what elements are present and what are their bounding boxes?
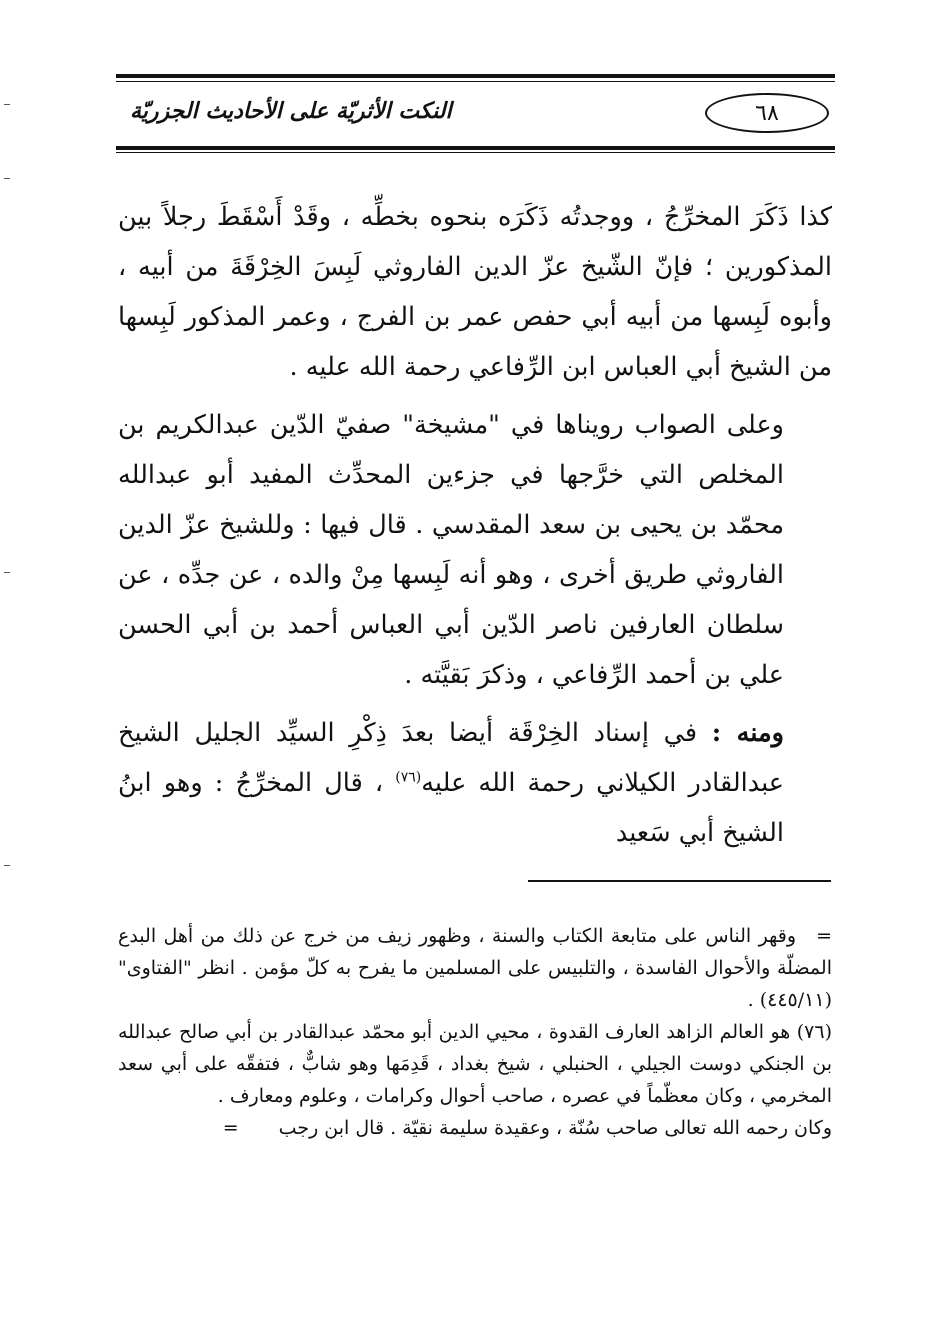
running-title: النكت الأثريّة على الأحاديث الجزريّة [130, 98, 452, 124]
paragraph-3-text-b: ، قال المخرِّجُ : وهو ابنُ الشيخ أبي سَعيد [118, 768, 784, 848]
paragraph-2: وعلى الصواب رويناها في "مشيخة" صفيّ الدّين عبدالكريم بن المخلص التي خرَّجها في جزءين المحدِّث المفيد أبو عبدالله محمّد بن يحيى بن سعد المقدسي . قال فيها : وللشيخ عزّ الدين الفاروثي طريق أخرى ، وهو أنه لَبِسها مِنْ والده ، عن جدِّه ، عن سلطان العارفين ناصر الدّين أبي العباس أحمد بن أبي الحسن علي بن أحمد الرِّفاعي ، وذكرَ بَقيَّته . [118, 410, 784, 690]
footnote-ref-76[interactable]: (٧٦) [395, 769, 422, 786]
footnote-continuation [118, 920, 832, 1016]
margin-mark [4, 104, 10, 105]
footnote-76-text: هو العالم الزاهد العارف القدوة ، محيي الدين أبو محمّد عبدالقادر بن أبي صالح عبدالله بن الجنكي دوست الجيلي ، الحنبلي ، شيخ بغداد ، قَدِمَها وهو شابٌّ ، فتفقّه على أبي سعد المخرمي ، وكان معظّماً في عصره ، صاحب أحوال وكرامات ، وعلوم ومعارف . [118, 1021, 832, 1107]
continues-mark: = [222, 1117, 239, 1139]
footnote-76 [118, 1016, 832, 1112]
header-bottom-thin-rule [116, 152, 835, 153]
footnote-76-continued [118, 1112, 832, 1144]
header-bottom-rule [116, 146, 835, 150]
continuation-mark: = [816, 925, 832, 947]
page-header [116, 74, 835, 156]
page-number: ٦٨ [705, 93, 829, 133]
margin-mark [4, 178, 10, 179]
footnote-continuation-text: وقهر الناس على متابعة الكتاب والسنة ، وظهور زيف من خرج عن ذلك من أهل البدع المضلّة والأحوال الفاسدة ، والتلبيس على المسلمين ما يفرح به كلّ مؤمن . انظر "الفتاوى" (٤٤٥/١١) . [118, 925, 832, 1011]
paragraph-3 [118, 708, 832, 858]
footnote-76-mark: (٧٦) [796, 1021, 832, 1043]
margin-mark [4, 865, 10, 866]
header-top-thin-rule [116, 81, 835, 82]
main-text [118, 192, 832, 858]
header-top-rule [116, 74, 835, 78]
footnote-76-continued-text: وكان رحمه الله تعالى صاحب سُنّة ، وعقيدة سليمة نقيّة . قال ابن رجب [278, 1117, 832, 1139]
paragraph-3-text-a: في إسناد الخِرْقَة أيضا بعدَ ذِكْرِ السيِّد الجليل الشيخ عبدالقادر الكيلاني رحمة الله عليه [118, 718, 785, 798]
margin-mark [4, 572, 10, 573]
paragraph-1: كذا ذَكَرَ المخرِّجُ ، ووجدتُه ذَكَرَه بنحوه بخطِّه ، وقَدْ أَسْقَطَ رجلاً بين المذكورين ؛ فإنّ الشّيخ عزّ الدين الفاروثي لَبِسَ الخِرْقَةَ من أبيه ، وأبوه لَبِسها من أبيه أبي حفص عمر بن الفرج ، وعمر المذكور لَبِسها من الشيخ أبي العباس ابن الرِّفاعي رحمة الله عليه . [118, 202, 832, 382]
footnote-separator [528, 880, 831, 882]
footnotes [118, 920, 832, 1144]
paragraph-3-lead: ومنه : [711, 718, 784, 748]
